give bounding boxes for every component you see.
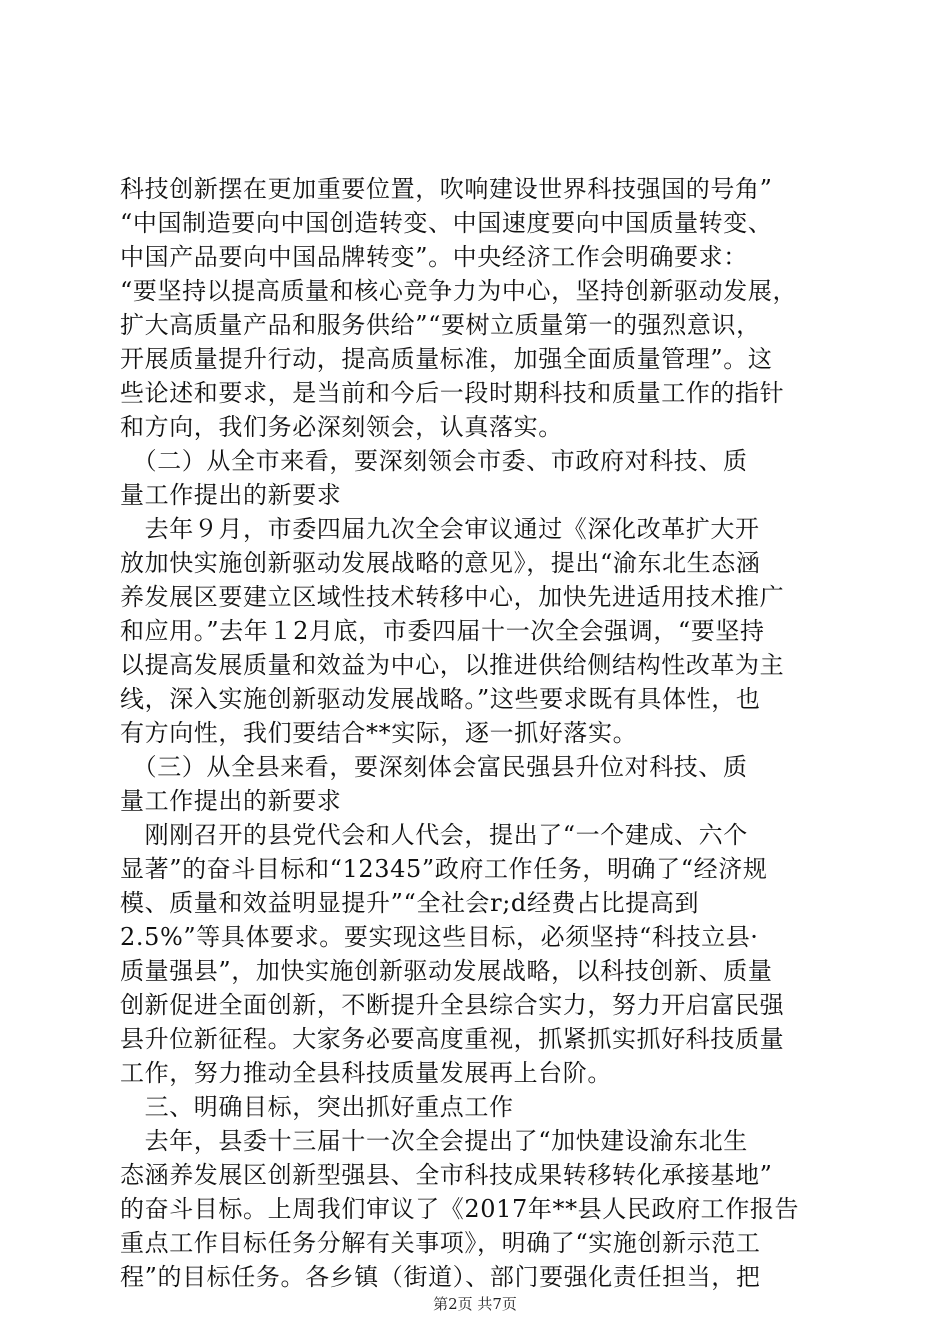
text-line: 刚刚召开的县党代会和人代会，提出了“一个建成、六个	[120, 821, 748, 849]
text-line: 显著”的奋斗目标和“12345”政府工作任务，明确了“经济规	[120, 855, 768, 883]
text-line: 以提高发展质量和效益为中心，以推进供给侧结构性改革为主	[120, 651, 785, 679]
text-line: 养发展区要建立区域性技术转移中心，加快先进适用技术推广	[120, 583, 785, 611]
page-footer: 第2页 共7页	[433, 1295, 517, 1313]
text-line: “中国制造要向中国创造转变、中国速度要向中国质量转变、	[120, 209, 773, 237]
text-line: 去年９月，市委四届九次全会审议通过《深化改革扩大开	[120, 515, 760, 543]
text-line: 放加快实施创新驱动发展战略的意见》，提出“渝东北生态涵	[120, 549, 761, 577]
section-heading-line: （三）从全县来看，要深刻体会富民强县升位对科技、质	[120, 753, 748, 781]
text-line: 2.5%”等具体要求。要实现这些目标，必须坚持“科技立县·	[120, 923, 759, 951]
section-heading-line: 三、明确目标，突出抓好重点工作	[120, 1093, 514, 1121]
text-line: 开展质量提升行动，提高质量标准，加强全面质量管理”。这	[120, 345, 773, 373]
text-line: 中国产品要向中国品牌转变”。中央经济工作会明确要求：	[120, 243, 748, 271]
text-line: 创新促进全面创新，不断提升全县综合实力，努力开启富民强	[120, 991, 785, 1019]
text-line: 扩大高质量产品和服务供给”“要树立质量第一的强烈意识，	[120, 311, 761, 339]
text-line: 线，深入实施创新驱动发展战略。”这些要求既有具体性，也	[120, 685, 761, 713]
text-line: 有方向性，我们要结合**实际，逐一抓好落实。	[120, 719, 638, 747]
text-line: 县升位新征程。大家务必要高度重视，抓紧抓实抓好科技质量	[120, 1025, 785, 1053]
text-line: 些论述和要求，是当前和今后一段时期科技和质量工作的指针	[120, 379, 785, 407]
text-line: 工作，努力推动全县科技质量发展再上台阶。	[120, 1059, 612, 1087]
text-line: 和方向，我们务必深刻领会，认真落实。	[120, 413, 563, 441]
section-heading-line: 量工作提出的新要求	[120, 787, 342, 815]
text-line: 模、质量和效益明显提升”“全社会r;d经费占比提高到	[120, 889, 700, 917]
text-line: “要坚持以提高质量和核心竞争力为中心，坚持创新驱动发展，	[120, 277, 798, 305]
text-line: 科技创新摆在更加重要位置，吹响建设世界科技强国的号角”	[120, 175, 773, 203]
section-heading-line: 量工作提出的新要求	[120, 481, 342, 509]
text-line: 和应用。”去年１2月底，市委四届十一次全会强调，“要坚持	[120, 617, 765, 645]
text-line: 重点工作目标任务分解有关事项》，明确了“实施创新示范工	[120, 1229, 761, 1257]
text-line: 态涵养发展区创新型强县、全市科技成果转移转化承接基地”	[120, 1161, 773, 1189]
text-line: 去年，县委十三届十一次全会提出了“加快建设渝东北生	[120, 1127, 748, 1155]
section-heading-line: （二）从全市来看，要深刻领会市委、市政府对科技、质	[120, 447, 748, 475]
text-line: 的奋斗目标。上周我们审议了《2017年**县人民政府工作报告	[120, 1195, 800, 1223]
text-line: 质量强县”，加快实施创新驱动发展战略，以科技创新、质量	[120, 957, 773, 985]
text-line: 程”的目标任务。各乡镇（街道）、部门要强化责任担当，把	[120, 1263, 761, 1291]
